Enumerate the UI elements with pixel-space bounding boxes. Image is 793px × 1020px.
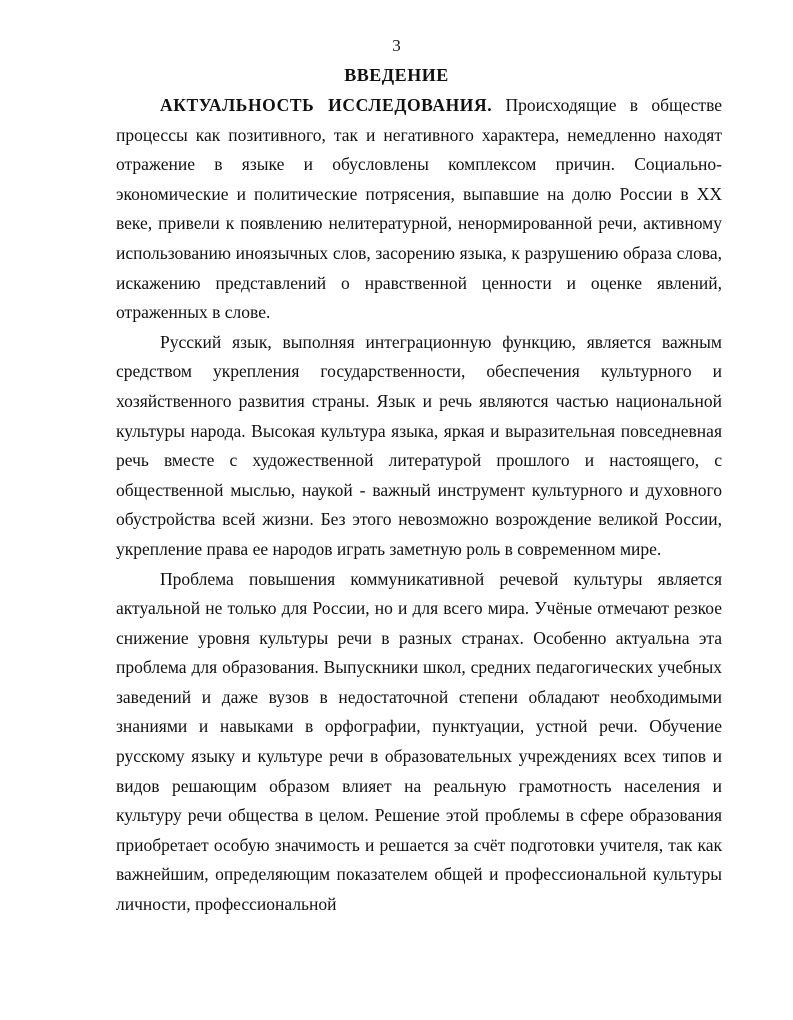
paragraph-lead-title: АКТУАЛЬНОСТЬ ИССЛЕДОВАНИЯ. — [160, 95, 493, 115]
paragraph-speech-culture-problem: Проблема повышения коммуникативной речевой культуры является актуальной не только для России, но и для всего мира. Учёные отмечают резкое снижение уровня культуры речи в разных странах. Особенно актуальна эта проблема для образования. Выпускники школ, средних педагогических учебных заведений и даже вузов в недостаточной степени обладают необходимыми знаниями и навыками в орфографии, пунктуации, устной речи. Обучение русскому языку и культуре речи в образовательных учреждениях всех типов и видов решающим образом влияет на реальную грамотность населения и культуру речи общества в целом. Решение этой проблемы в сфере образования приобретает особую значимость и решается за счёт подготовки учителя, так как важнейшим, определяющим показателем общей и профессиональной культуры личности, профессиональной — [116, 568, 722, 915]
paragraph-relevance — [116, 91, 722, 328]
paragraph-relevance-text: Происходящие в обществе процессы как позитивного, так и негативного характера, немедленно находят отражение в языке и обусловлены комплексом причин. Социально-экономические и политические потрясения, выпавшие на долю России в XX веке, привели к появлению нелитературной, ненормированной речи, активному использованию иноязычных слов, засорению языка, к разрушению образа слова, искажению представлений о нравственной ценности и оценке явлений, отраженных в слове. — [116, 95, 722, 323]
page-number: 3 — [392, 36, 401, 55]
section-heading: ВВЕДЕНИЕ — [344, 65, 449, 85]
paragraph-russian-language: Русский язык, выполняя интеграционную функцию, является важным средством укрепления государственности, обеспечения культурного и хозяйственного развития страны. Язык и речь являются частью национальной культуры народа. Высокая культура языка, яркая и выразительная повседневная речь вместе с художественной литературой прошлого и настоящего, с общественной мыслью, наукой - важный инструмент культурного и духовного обустройства всей жизни. Без этого невозможно возрождение великой России, укрепление права ее народов играть заметную роль в современном мире. — [116, 331, 722, 559]
document-body — [116, 91, 722, 920]
